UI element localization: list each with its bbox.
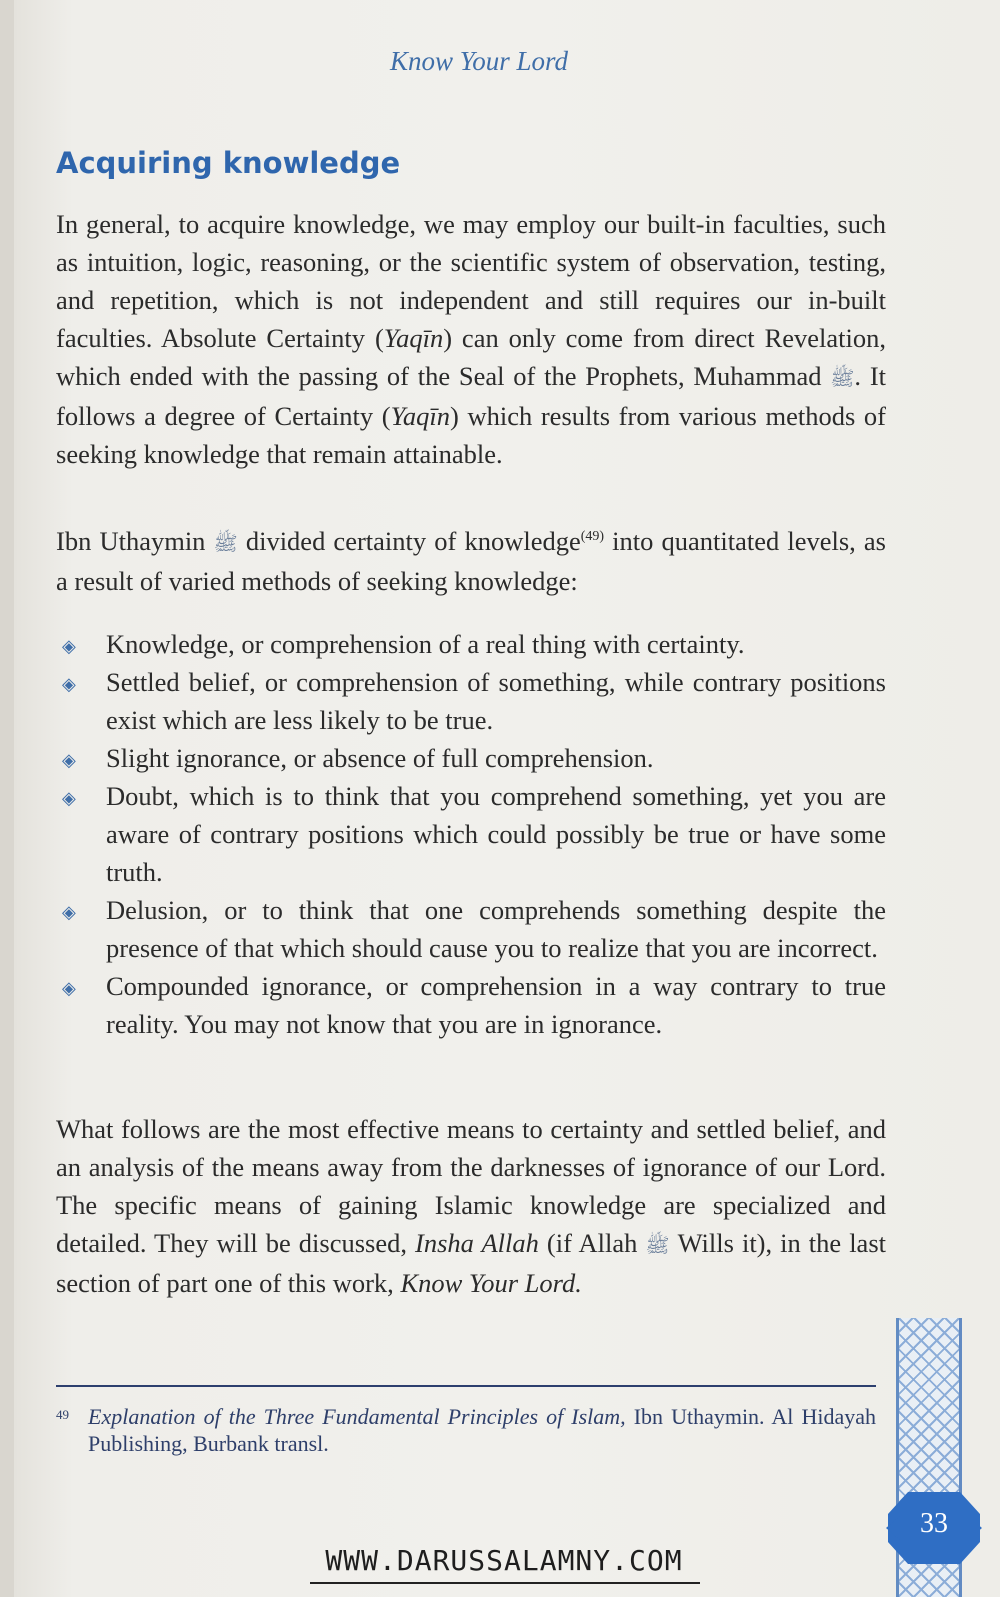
diamond-bullet-icon: ◈ — [62, 636, 76, 657]
honorific-glyph: ﷺ — [645, 1233, 670, 1257]
footnote-reference: (49) — [580, 529, 605, 545]
list-item: ◈ Doubt, which is to think that you comprehend something, yet you are aware of contrary positions which could possibly be true or have some truth. — [62, 781, 886, 887]
footnote-text: Explanation of the Three Fundamental Principles of Islam, Ibn Uthaymin. Al Hidayah Publishing, Burbank transl. — [88, 1404, 876, 1456]
list-item: ◈ Knowledge, or comprehension of a real thing with certainty. — [56, 625, 886, 663]
honorific-glyph: ﷺ — [213, 531, 238, 555]
section-heading: Acquiring knowledge — [56, 146, 401, 180]
page-number-badge — [886, 1490, 982, 1566]
paragraph-levels: Ibn Uthaymin ﷺ divided certainty of knowledge$^{(49)}$ into quantitated levels, as a result of varied methods of seeking knowledge: — [56, 526, 886, 596]
footnote-number: 49 — [56, 1407, 69, 1422]
diamond-bullet-icon: ◈ — [62, 750, 76, 771]
levels-list — [56, 625, 886, 1043]
list-item: ◈ Settled belief, or comprehension of something, while contrary positions exist which are less likely to be true. — [62, 667, 886, 735]
list-item: ◈ Delusion, or to think that one comprehends something despite the presence of that which should cause you to realize that you are incorrect. — [62, 895, 886, 963]
diamond-bullet-icon: ◈ — [62, 788, 76, 809]
paragraph-conclusion: What follows are the most effective means to certainty and settled belief, and an analysis of the means away from the darknesses of ignorance of our Lord. The specific means of gaining Islamic knowledge are specialized and detailed. They will be discussed, Insha Allah (if Allah ﷺ Wills it), in the last section of part one of this work, Know Your Lord. — [56, 1114, 886, 1298]
list-item: ◈ Slight ignorance, or absence of full comprehension. — [56, 739, 886, 777]
book-page — [14, 0, 1000, 1597]
paragraph-intro: In general, to acquire knowledge, we may employ our built-in faculties, such as intuition, logic, reasoning, or the scientific system of observation, testing, and repetition, which is not independent and still requires our in-built faculties. Absolute Certainty (Yaqīn) can only come from direct Revelation, which ended with the passing of the Seal of the Prophets, Muhammad ﷺ. It follows a degree of Certainty (Yaqīn) which results from various methods of seeking knowledge that remain attainable. — [56, 209, 887, 469]
footnote-divider — [56, 1385, 876, 1387]
diamond-bullet-icon: ◈ — [62, 674, 76, 695]
honorific-glyph: ﷺ — [830, 366, 855, 390]
page-number: 33 — [920, 1508, 948, 1539]
website-watermark: WWW.DARUSSALAMNY.COM — [325, 1544, 683, 1577]
website-underline — [310, 1582, 700, 1584]
diamond-bullet-icon: ◈ — [62, 902, 76, 923]
footnote — [56, 1403, 876, 1457]
list-item: ◈ Compounded ignorance, or comprehension in a way contrary to true reality. You may not know that you are in ignorance. — [62, 971, 886, 1039]
running-header: Know Your Lord — [389, 46, 569, 76]
diamond-bullet-icon: ◈ — [62, 978, 76, 999]
